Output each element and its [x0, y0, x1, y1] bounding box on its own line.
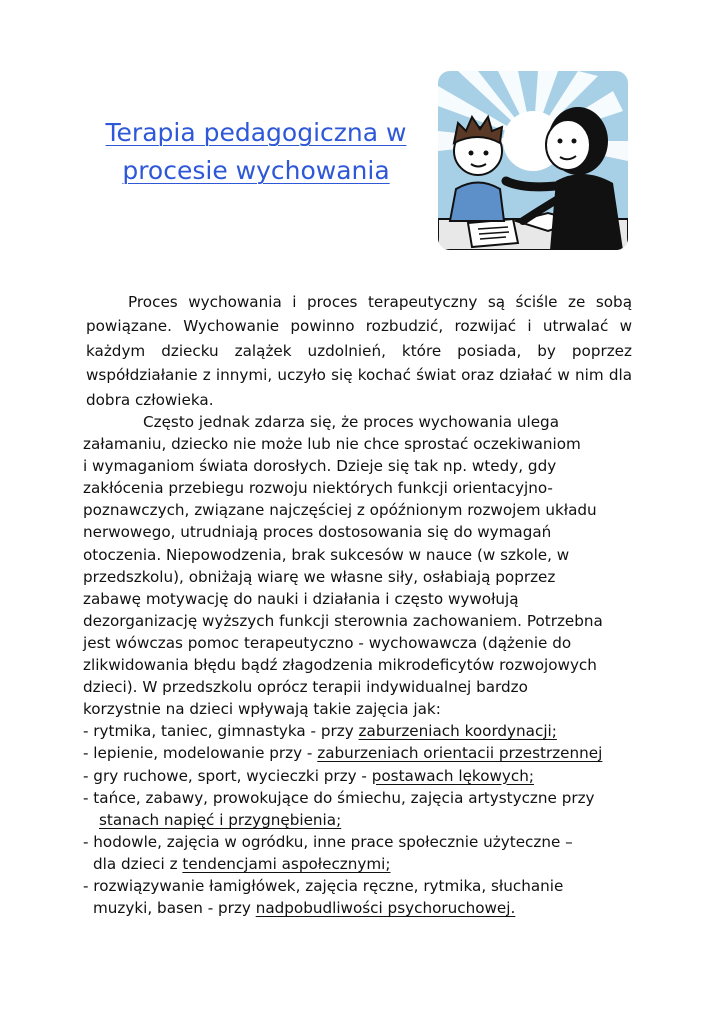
- paragraph-line: poznawczych, związane najczęściej z opóźnionym rozwojem układu: [83, 501, 597, 520]
- paragraph-line: nerwowego, utrudniają proces dostosowania się do wymagań: [83, 523, 552, 542]
- list-item-link: zaburzeniach orientacii przestrzennej: [317, 744, 603, 763]
- paragraph-line: dezorganizację wyższych funkcji sterownia zachowaniem. Potrzebna: [83, 611, 603, 630]
- paragraph-main: [83, 411, 643, 919]
- list-item: [83, 742, 643, 764]
- teacher-child-icon: [438, 71, 628, 250]
- paragraph-line: zabawę motywację do nauki i działania i często wywołują: [83, 589, 519, 608]
- list-item-text: - tańce, zabawy, prowokujące do śmiechu, zajęcia artystyczne przy: [83, 788, 595, 807]
- paragraph-line: załamaniu, dziecko nie może lub nie chce sprostać oczekiwaniom: [83, 435, 581, 454]
- list-item-text: - rozwiązywanie łamigłówek, zajęcia ręczne, rytmika, słuchanie: [83, 876, 564, 895]
- list-item-continuation: [83, 809, 643, 831]
- list-item-text: - lepienie, modelowanie przy -: [83, 744, 318, 763]
- page-title-line2: procesie wychowania: [122, 156, 390, 185]
- page-title-line1: Terapia pedagogiczna w: [105, 118, 407, 147]
- list-item: [83, 720, 643, 742]
- paragraph-intro: [86, 290, 632, 412]
- list-item-text: dla dzieci z: [93, 854, 183, 873]
- list-item-continuation: [83, 853, 643, 875]
- page-title: [88, 114, 424, 190]
- list-item-link: stanach napięć i przygnębienia;: [99, 810, 342, 829]
- paragraph-line: jest wówczas pomoc terapeutyczno - wychowawcza (dążenie do: [83, 633, 572, 652]
- list-item-link: tendencjami aspołecznymi;: [182, 854, 391, 873]
- list-item-continuation: [83, 897, 643, 919]
- paragraph-line: dzieci). W przedszkolu oprócz terapii indywidualnej bardzo: [83, 678, 528, 697]
- list-item-link: nadpobudliwości psychoruchowej.: [255, 899, 516, 918]
- list-item-link: postawach lękowych;: [371, 766, 534, 785]
- paragraph-line: zakłócenia przebiegu rozwoju niektórych funkcji orientacyjno-: [83, 479, 553, 498]
- paragraph-intro-text: Proces wychowania i proces terapeutyczny są ściśle ze sobą powiązane. Wychowanie powinno rozbudzić, rozwijać i utrwalać w każdym dziecku zalążek uzdolnień, które posiada, by poprzez współdziałanie z innymi, uczyło się kochać świat oraz działać w nim dla dobra człowieka.: [86, 293, 632, 409]
- list-item-text: - gry ruchowe, sport, wycieczki przy -: [83, 766, 372, 785]
- paragraph-line: Często jednak zdarza się, że proces wychowania ulega: [143, 413, 560, 431]
- list-item: [83, 787, 643, 809]
- paragraph-line: zlikwidowania błędu bądź złagodzenia mikrodeficytów rozwojowych: [83, 656, 597, 675]
- list-item-text: muzyki, basen - przy: [93, 899, 256, 918]
- list-item: [83, 875, 643, 897]
- list-item: [83, 765, 643, 787]
- list-item-link: zaburzeniach koordynacji;: [358, 722, 557, 741]
- paragraph-line: i wymaganiom świata dorosłych. Dzieje się tak np. wtedy, gdy: [83, 457, 557, 476]
- paragraph-line: otoczenia. Niepowodzenia, brak sukcesów w nauce (w szkole, w: [83, 545, 570, 564]
- paragraph-line: przedszkolu), obniżają wiarę we własne siły, osłabiają poprzez: [83, 567, 556, 586]
- list-item: [83, 831, 643, 853]
- list-item-text: - rytmika, taniec, gimnastyka - przy: [83, 722, 359, 741]
- paragraph-line: korzystnie na dzieci wpływają takie zajęcia jak:: [83, 700, 441, 719]
- list-item-text: - hodowle, zajęcia w ogródku, inne prace społecznie użyteczne –: [83, 832, 573, 851]
